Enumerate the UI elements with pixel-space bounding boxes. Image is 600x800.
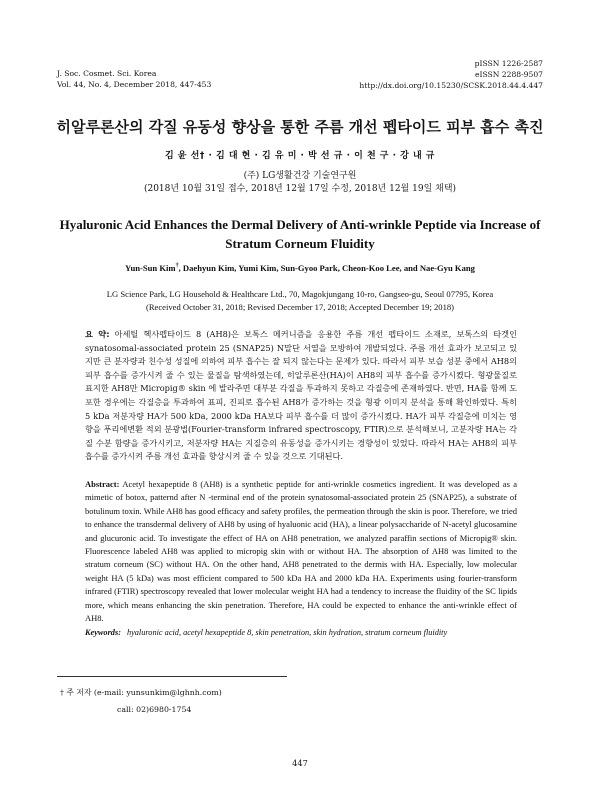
footnote-divider (57, 676, 287, 677)
english-authors (0, 263, 600, 273)
korean-abstract-label: 요 약: (85, 329, 110, 339)
journal-volume: Vol. 44, No. 4, December 2018, 447-453 (57, 80, 212, 89)
eissn: eISSN 2288-9507 (474, 70, 543, 79)
journal-header-right (359, 58, 543, 91)
keywords-text: hyaluronic acid, acetyl hexapeptide 8, skin penetration, skin hydration, stratum corneum fluidity (126, 628, 448, 637)
journal-name: J. Soc. Cosmet. Sci. Korea (57, 69, 157, 78)
footnote-email: † 주 저자 (e-mail: yunsunkim@lghnh.com) (60, 688, 222, 697)
footnote-phone: call: 02)6980-1754 (117, 705, 192, 714)
english-affiliation-block (0, 288, 600, 314)
english-abstract-label: Abstract: (85, 479, 120, 489)
page-number: 447 (292, 758, 308, 768)
doi: http://dx.doi.org/10.15230/SCSK.2018.44.4.447 (359, 81, 543, 90)
english-abstract-text: Acetyl hexapeptide 8 (AH8) is a synthetic peptide for anti-wrinkle cosmetics ingredient. It was developed as a mimetic of botox, patternd after N -terminal end of the protein synatosomal-associated protein 25 (SNAP25), a substrate of botulinum toxin. While AH8 has good efficacy and safety profiles, the permeation through the skin is poor. Therefore, we tried to enhance the transdermal delivery of AH8 by using of hyaluonic acid (HA), a linear polysaccharide of N-acetyl glucosamine and glucuronic acid. To investigate the effect of HA on AH8 penetration, we analyzed paraffin sections of Micropig® skin. Fluorescence labeled AH8 was applied to micropig skin with or without HA. The absorption of AH8 was limited to the stratum corneum (SC) without HA. On the other hand, AH8 penetrated to the dermis with HA. Especially, low molecular weight HA (5 kDa) was most efficient compared to 500 kDa HA and 2000 kDa HA. Experiments using fourier-transform infrared (FTIR) spectroscopy revealed that lower molecular weight HA had a tendency to increase the fluidity of the SC lipids more, which means enhancing the skin penetration. Therefore, HA could be expected to enhance the anti-wrinkle effect of AH8. (85, 479, 518, 624)
footnote (60, 684, 222, 718)
korean-abstract (85, 328, 517, 464)
korean-title: 히알루론산의 각질 유동성 향상을 통한 주름 개선 펩타이드 피부 흡수 촉진 (56, 118, 544, 136)
korean-affiliation: (주) LG생활건강 기술연구원 (243, 171, 357, 181)
korean-dates: (2018년 10월 31일 접수, 2018년 12월 17일 수정, 2018년 12월 19일 채택) (143, 184, 457, 194)
first-author: Yun-Sun Kim (125, 263, 176, 273)
korean-authors: 김 윤 선† · 김 대 현 · 김 유 미 · 박 선 규 · 이 천 구 · 강 내 규 (164, 151, 436, 161)
corresponding-mark: † (175, 263, 179, 270)
korean-abstract-text: 아세틸 헥사펩타이드 8 (AH8)은 보톡스 메커니즘을 응용한 주름 개선 펩타이드 소재로, 보톡스의 타겟인 synatosomal-associated protein 25 (SNAP25) N말단 서열을 모방하여 개발되었다. 주름 개선 효과가 보고되고 있지만 큰 분자량과 친수성 성질에 의하여 피부 흡수는 잘 되지 않는다는 문제가 있다. 따라서 피부 보습 성분 중에서 AH8의 피부 흡수를 증가시켜 줄 수 있는 물질을 탐색하였는데, 히알루론산(HA)이 AH8의 피부 흡수를 증가시켰다. 형광물질로 표지한 AH8만 Micropig® skin 에 발라주면 대부분 각질을 투과하지 못하고 각질층에 존재하였다. 반면, HA를 함께 도포한 경우에는 각질층을 투과하여 표피, 진피로 흡수된 AH8가 증가하는 것을 형광 이미지 분석을 통해 확인하였다. 특히 5 kDa 저분자량 HA가 500 kDa, 2000 kDa HA보다 피부 흡수를 더 많이 증가시켰다. HA가 피부 각질층에 미치는 영향을 푸리에변환 적외 분광법(Fourier-transform infrared spectroscopy, FTIR)으로 분석해보니, 고분자량 HA는 각질 수분 함량을 증가시키고, 저분자량 HA는 지질층의 유동성을 증가시키는 경향성이 있었다. 따라서 HA는 AH8의 피부 흡수를 증가시켜 주름 개선 효과를 향상시켜 줄 수 있을 것으로 기대된다. (85, 329, 517, 462)
journal-header-left (57, 68, 211, 90)
other-authors: , Daehyun Kim, Yumi Kim, Sun-Gyoo Park, Cheon-Koo Lee, and Nae-Gyu Kang (178, 263, 475, 273)
english-dates: (Received October 31, 2018; Revised December 17, 2018; Accepted December 19; 2018) (145, 302, 455, 312)
keywords-label: Keywords: (85, 628, 121, 637)
pissn: pISSN 1226-2587 (474, 59, 543, 68)
keywords (85, 628, 517, 637)
english-abstract (85, 478, 517, 625)
english-affiliation: LG Science Park, LG Household & Healthcare Ltd., 70, Magokjungang 10-ro, Gangseo-gu, Seoul 07795, Korea (106, 289, 494, 299)
english-title: Hyaluronic Acid Enhances the Dermal Delivery of Anti-wrinkle Peptide via Increase of Stratum Corneum Fluidity (59, 217, 541, 251)
